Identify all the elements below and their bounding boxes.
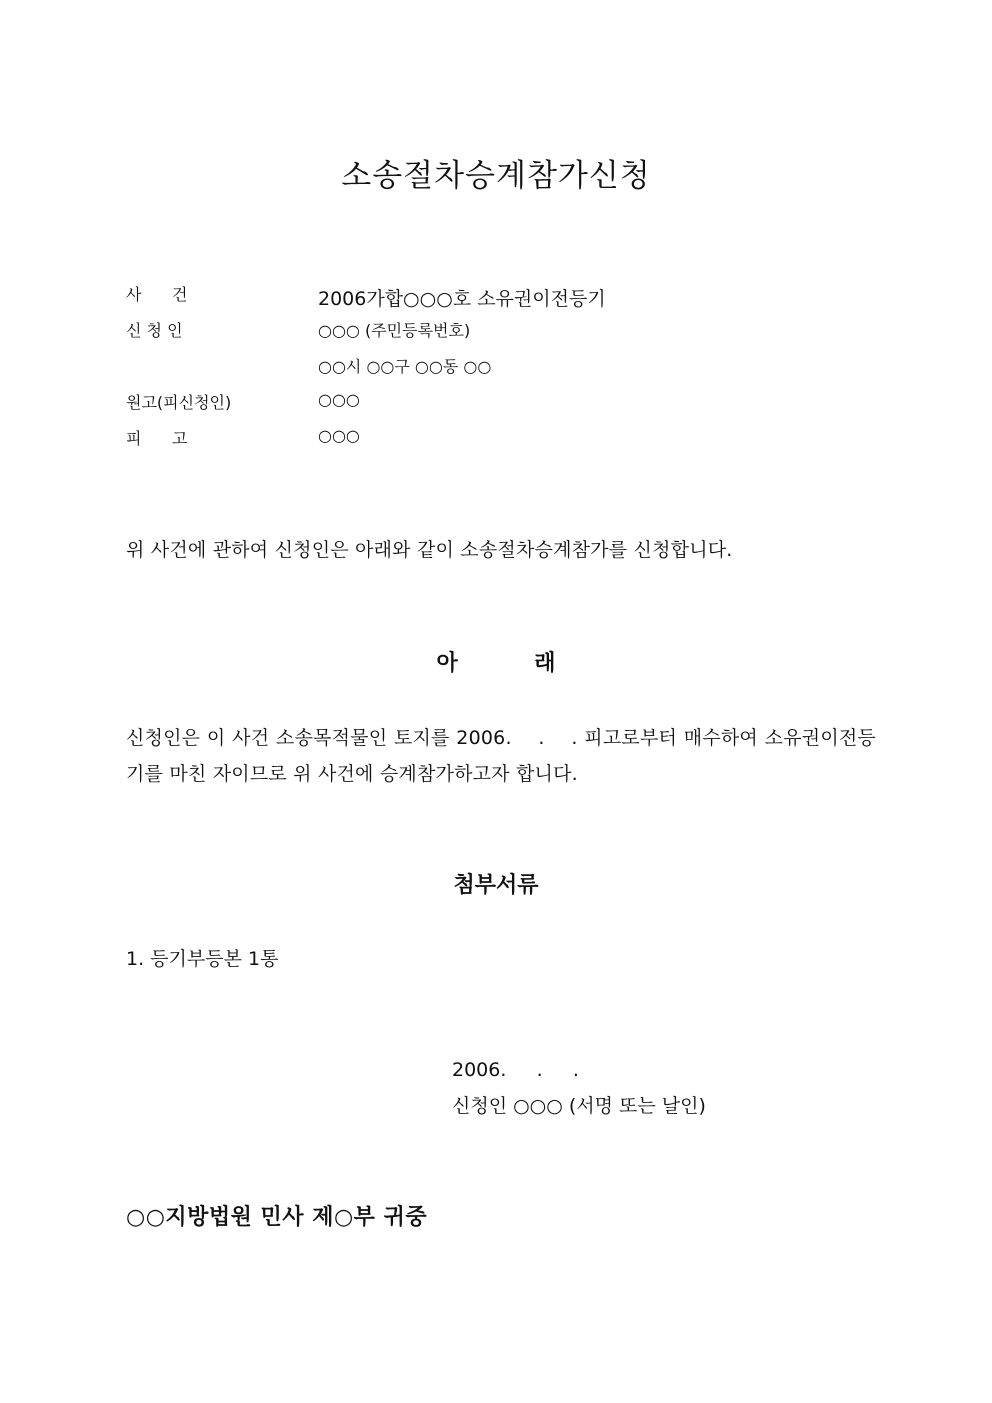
plaintiff-row (126, 390, 886, 426)
case-info-table (126, 282, 886, 462)
applicant-address-row (126, 354, 886, 390)
defendant-row (126, 426, 886, 462)
applicant-label: 신 청 인 (126, 321, 183, 340)
date-signature-block (452, 1052, 706, 1124)
document-title: 소송절차승계참가신청 (341, 158, 651, 194)
plaintiff-value: ○○○ (318, 390, 360, 409)
below-heading: 아 래 (436, 650, 556, 676)
signature-line: 신청인 ○○○ (서명 또는 날인) (452, 1095, 706, 1117)
applicant-row (126, 318, 886, 354)
applicant-address-value: ○○시 ○○구 ○○동 ○○ (318, 357, 492, 376)
applicant-value: ○○○ (주민등록번호) (318, 321, 471, 340)
body-paragraph: 신청인은 이 사건 소송목적물인 토지를 2006. . . 피고로부터 매수하여 소유권이전등기를 마친 자이므로 위 사건에 승계참가하고자 합니다. (126, 727, 876, 785)
attachment-item: 1. 등기부등본 1통 (126, 948, 279, 970)
case-value: 2006가합○○○호 소유권이전등기 (318, 288, 606, 310)
court-addressee: ○○지방법원 민사 제○부 귀중 (126, 1204, 428, 1230)
case-label: 사 건 (126, 285, 188, 304)
attachments-heading: 첨부서류 (453, 872, 539, 898)
defendant-value: ○○○ (318, 426, 360, 445)
date-line: 2006. . . (452, 1059, 579, 1081)
case-row (126, 282, 886, 318)
defendant-label: 피 고 (126, 429, 188, 448)
plaintiff-label: 원고(피신청인) (126, 393, 232, 412)
intro-paragraph: 위 사건에 관하여 신청인은 아래와 같이 소송절차승계참가를 신청합니다. (126, 539, 733, 561)
